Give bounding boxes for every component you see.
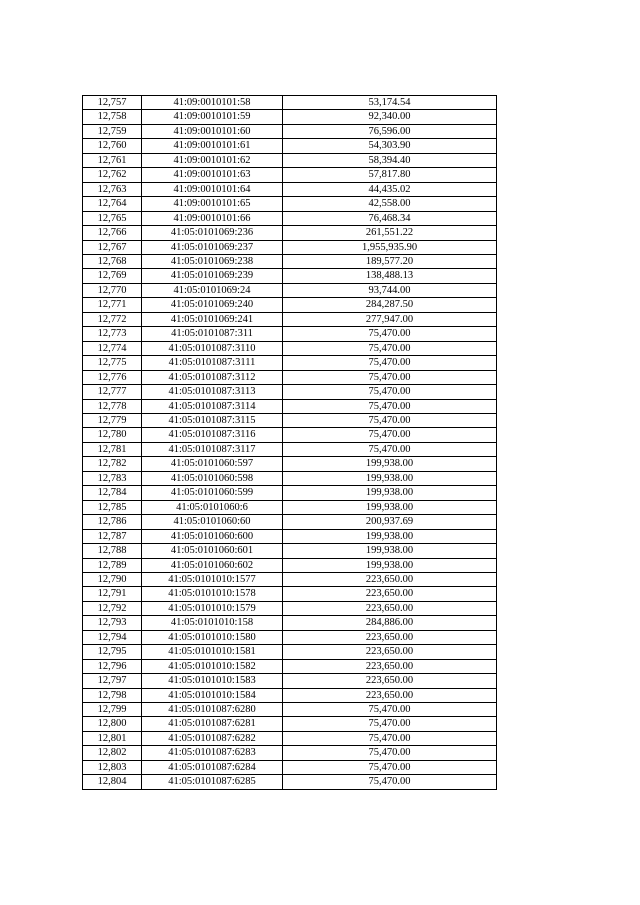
cadastral-number-cell: 41:05:0101060:599 [142, 486, 283, 500]
table-row [83, 659, 497, 673]
amount-cell: 93,744.00 [283, 283, 497, 297]
amount-cell: 138,488.13 [283, 269, 497, 283]
row-number-cell: 12,759 [83, 124, 142, 138]
cadastral-number-cell: 41:05:0101060:602 [142, 558, 283, 572]
row-number-cell: 12,784 [83, 486, 142, 500]
table-row [83, 442, 497, 456]
row-number-cell: 12,797 [83, 674, 142, 688]
row-number-cell: 12,796 [83, 659, 142, 673]
table-row [83, 558, 497, 572]
row-number-cell: 12,792 [83, 601, 142, 615]
cadastral-number-cell: 41:05:0101069:24 [142, 283, 283, 297]
row-number-cell: 12,777 [83, 385, 142, 399]
amount-cell: 223,650.00 [283, 572, 497, 586]
row-number-cell: 12,774 [83, 341, 142, 355]
cadastral-number-cell: 41:09:0010101:63 [142, 168, 283, 182]
row-number-cell: 12,770 [83, 283, 142, 297]
row-number-cell: 12,775 [83, 356, 142, 370]
table-row [83, 645, 497, 659]
amount-cell: 75,470.00 [283, 341, 497, 355]
row-number-cell: 12,782 [83, 457, 142, 471]
amount-cell: 199,938.00 [283, 544, 497, 558]
table-row [83, 572, 497, 586]
cadastral-number-cell: 41:09:0010101:66 [142, 211, 283, 225]
row-number-cell: 12,769 [83, 269, 142, 283]
table-row [83, 197, 497, 211]
cadastral-number-cell: 41:05:0101087:6283 [142, 746, 283, 760]
cadastral-number-cell: 41:05:0101087:3110 [142, 341, 283, 355]
amount-cell: 199,938.00 [283, 471, 497, 485]
amount-cell: 199,938.00 [283, 500, 497, 514]
row-number-cell: 12,798 [83, 688, 142, 702]
amount-cell: 75,470.00 [283, 731, 497, 745]
row-number-cell: 12,763 [83, 182, 142, 196]
row-number-cell: 12,800 [83, 717, 142, 731]
row-number-cell: 12,787 [83, 529, 142, 543]
amount-cell: 75,470.00 [283, 760, 497, 774]
row-number-cell: 12,788 [83, 544, 142, 558]
amount-cell: 92,340.00 [283, 110, 497, 124]
row-number-cell: 12,771 [83, 298, 142, 312]
table-row [83, 240, 497, 254]
row-number-cell: 12,783 [83, 471, 142, 485]
amount-cell: 277,947.00 [283, 312, 497, 326]
cadastral-number-cell: 41:05:0101087:6285 [142, 775, 283, 789]
amount-cell: 75,470.00 [283, 370, 497, 384]
table-row [83, 110, 497, 124]
cadastral-number-cell: 41:05:0101010:1580 [142, 630, 283, 644]
table-row [83, 760, 497, 774]
amount-cell: 75,470.00 [283, 327, 497, 341]
row-number-cell: 12,765 [83, 211, 142, 225]
row-number-cell: 12,773 [83, 327, 142, 341]
amount-cell: 44,435.02 [283, 182, 497, 196]
row-number-cell: 12,772 [83, 312, 142, 326]
table-row [83, 254, 497, 268]
row-number-cell: 12,801 [83, 731, 142, 745]
row-number-cell: 12,802 [83, 746, 142, 760]
cadastral-number-cell: 41:05:0101087:6280 [142, 703, 283, 717]
cadastral-number-cell: 41:05:0101010:1577 [142, 572, 283, 586]
cadastral-number-cell: 41:09:0010101:60 [142, 124, 283, 138]
table-row [83, 544, 497, 558]
table-row [83, 226, 497, 240]
cadastral-number-cell: 41:05:0101010:1581 [142, 645, 283, 659]
amount-cell: 223,650.00 [283, 587, 497, 601]
row-number-cell: 12,778 [83, 399, 142, 413]
cadastral-number-cell: 41:05:0101060:60 [142, 515, 283, 529]
row-number-cell: 12,791 [83, 587, 142, 601]
table-row [83, 703, 497, 717]
row-number-cell: 12,780 [83, 428, 142, 442]
row-number-cell: 12,781 [83, 442, 142, 456]
cadastral-number-cell: 41:05:0101060:598 [142, 471, 283, 485]
amount-cell: 53,174.54 [283, 96, 497, 110]
amount-cell: 76,468.34 [283, 211, 497, 225]
cadastral-number-cell: 41:05:0101069:240 [142, 298, 283, 312]
amount-cell: 75,470.00 [283, 413, 497, 427]
amount-cell: 57,817.80 [283, 168, 497, 182]
table-row [83, 731, 497, 745]
amount-cell: 75,470.00 [283, 442, 497, 456]
amount-cell: 54,303.90 [283, 139, 497, 153]
row-number-cell: 12,767 [83, 240, 142, 254]
table-row [83, 182, 497, 196]
amount-cell: 75,470.00 [283, 385, 497, 399]
row-number-cell: 12,789 [83, 558, 142, 572]
cadastral-number-cell: 41:05:0101069:236 [142, 226, 283, 240]
table-row [83, 601, 497, 615]
table-row [83, 717, 497, 731]
cadastral-number-cell: 41:05:0101087:3111 [142, 356, 283, 370]
cadastral-number-cell: 41:05:0101087:6282 [142, 731, 283, 745]
row-number-cell: 12,760 [83, 139, 142, 153]
row-number-cell: 12,803 [83, 760, 142, 774]
amount-cell: 75,470.00 [283, 428, 497, 442]
row-number-cell: 12,762 [83, 168, 142, 182]
row-number-cell: 12,761 [83, 153, 142, 167]
table-row [83, 211, 497, 225]
row-number-cell: 12,768 [83, 254, 142, 268]
row-number-cell: 12,790 [83, 572, 142, 586]
row-number-cell: 12,794 [83, 630, 142, 644]
amount-cell: 199,938.00 [283, 486, 497, 500]
cadastral-number-cell: 41:05:0101060:601 [142, 544, 283, 558]
cadastral-number-cell: 41:09:0010101:59 [142, 110, 283, 124]
amount-cell: 223,650.00 [283, 645, 497, 659]
table-row [83, 471, 497, 485]
table-row [83, 269, 497, 283]
table-row [83, 298, 497, 312]
table-row [83, 139, 497, 153]
cadastral-number-cell: 41:05:0101010:1579 [142, 601, 283, 615]
row-number-cell: 12,786 [83, 515, 142, 529]
cadastral-number-cell: 41:05:0101010:1584 [142, 688, 283, 702]
table-row [83, 327, 497, 341]
table-row [83, 746, 497, 760]
table-row [83, 515, 497, 529]
table-row [83, 630, 497, 644]
cadastral-number-cell: 41:09:0010101:58 [142, 96, 283, 110]
row-number-cell: 12,785 [83, 500, 142, 514]
table-row [83, 168, 497, 182]
cadastral-number-cell: 41:05:0101010:158 [142, 616, 283, 630]
amount-cell: 75,470.00 [283, 717, 497, 731]
cadastral-number-cell: 41:05:0101087:3114 [142, 399, 283, 413]
cadastral-number-cell: 41:05:0101069:241 [142, 312, 283, 326]
cadastral-number-cell: 41:09:0010101:62 [142, 153, 283, 167]
table-row [83, 688, 497, 702]
row-number-cell: 12,779 [83, 413, 142, 427]
table-row [83, 385, 497, 399]
cadastral-number-cell: 41:05:0101087:3115 [142, 413, 283, 427]
table-row [83, 529, 497, 543]
table-row [83, 399, 497, 413]
table-row [83, 153, 497, 167]
cadastral-number-cell: 41:05:0101010:1582 [142, 659, 283, 673]
cadastral-number-cell: 41:09:0010101:64 [142, 182, 283, 196]
cadastral-number-cell: 41:05:0101010:1578 [142, 587, 283, 601]
row-number-cell: 12,793 [83, 616, 142, 630]
amount-cell: 223,650.00 [283, 601, 497, 615]
row-number-cell: 12,776 [83, 370, 142, 384]
table-row [83, 356, 497, 370]
amount-cell: 42,558.00 [283, 197, 497, 211]
table-row [83, 587, 497, 601]
row-number-cell: 12,804 [83, 775, 142, 789]
amount-cell: 75,470.00 [283, 399, 497, 413]
cadastral-number-cell: 41:05:0101069:237 [142, 240, 283, 254]
amount-cell: 223,650.00 [283, 674, 497, 688]
cadastral-number-cell: 41:05:0101060:600 [142, 529, 283, 543]
amount-cell: 223,650.00 [283, 688, 497, 702]
amount-cell: 58,394.40 [283, 153, 497, 167]
amount-cell: 75,470.00 [283, 775, 497, 789]
amount-cell: 284,287.50 [283, 298, 497, 312]
table-row [83, 500, 497, 514]
table-row [83, 124, 497, 138]
cadastral-number-cell: 41:05:0101087:3113 [142, 385, 283, 399]
amount-cell: 199,938.00 [283, 457, 497, 471]
cadastral-number-cell: 41:05:0101087:311 [142, 327, 283, 341]
amount-cell: 76,596.00 [283, 124, 497, 138]
table-row [83, 775, 497, 789]
row-number-cell: 12,766 [83, 226, 142, 240]
cadastral-number-cell: 41:09:0010101:61 [142, 139, 283, 153]
cadastral-number-cell: 41:05:0101060:6 [142, 500, 283, 514]
amount-cell: 261,551.22 [283, 226, 497, 240]
records-table [82, 95, 497, 790]
cadastral-number-cell: 41:05:0101087:6284 [142, 760, 283, 774]
records-table-body [83, 96, 497, 790]
row-number-cell: 12,795 [83, 645, 142, 659]
row-number-cell: 12,757 [83, 96, 142, 110]
cadastral-number-cell: 41:05:0101069:239 [142, 269, 283, 283]
cadastral-number-cell: 41:05:0101087:3117 [142, 442, 283, 456]
amount-cell: 199,938.00 [283, 558, 497, 572]
row-number-cell: 12,764 [83, 197, 142, 211]
table-row [83, 457, 497, 471]
amount-cell: 75,470.00 [283, 703, 497, 717]
table-row [83, 370, 497, 384]
amount-cell: 189,577.20 [283, 254, 497, 268]
amount-cell: 75,470.00 [283, 746, 497, 760]
table-row [83, 428, 497, 442]
cadastral-number-cell: 41:05:0101060:597 [142, 457, 283, 471]
table-row [83, 96, 497, 110]
amount-cell: 1,955,935.90 [283, 240, 497, 254]
table-row [83, 616, 497, 630]
table-row [83, 312, 497, 326]
table-row [83, 674, 497, 688]
table-row [83, 283, 497, 297]
amount-cell: 200,937.69 [283, 515, 497, 529]
cadastral-number-cell: 41:05:0101087:6281 [142, 717, 283, 731]
cadastral-number-cell: 41:09:0010101:65 [142, 197, 283, 211]
cadastral-number-cell: 41:05:0101069:238 [142, 254, 283, 268]
cadastral-number-cell: 41:05:0101087:3112 [142, 370, 283, 384]
amount-cell: 223,650.00 [283, 630, 497, 644]
table-row [83, 413, 497, 427]
amount-cell: 75,470.00 [283, 356, 497, 370]
amount-cell: 223,650.00 [283, 659, 497, 673]
amount-cell: 199,938.00 [283, 529, 497, 543]
table-row [83, 486, 497, 500]
amount-cell: 284,886.00 [283, 616, 497, 630]
row-number-cell: 12,758 [83, 110, 142, 124]
cadastral-number-cell: 41:05:0101087:3116 [142, 428, 283, 442]
row-number-cell: 12,799 [83, 703, 142, 717]
table-row [83, 341, 497, 355]
cadastral-number-cell: 41:05:0101010:1583 [142, 674, 283, 688]
